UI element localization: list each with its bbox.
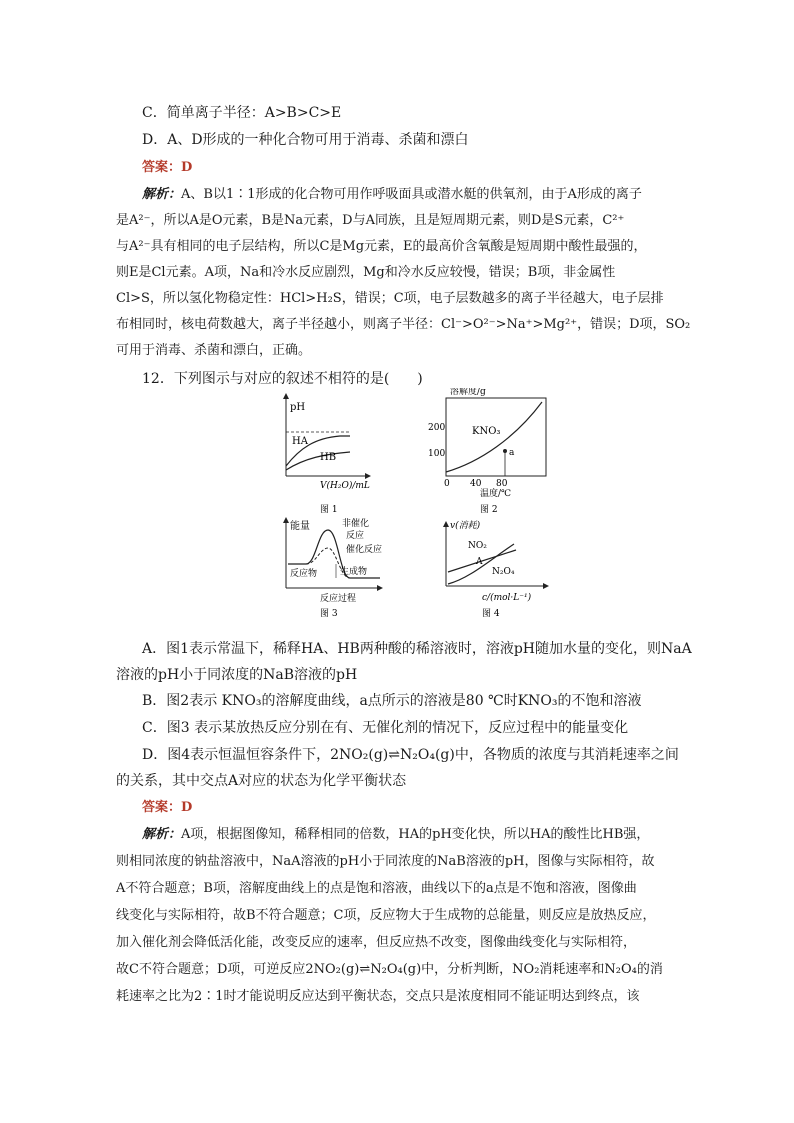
answer-2-label: 答案： — [142, 800, 182, 815]
fig2-tick-0: 0 — [444, 479, 450, 489]
figures — [270, 388, 560, 618]
q12-option-b: B．图2表示 KNO₃的溶解度曲线，a点所示的溶液是80 ℃时KNO₃的不饱和溶液 — [142, 693, 642, 709]
analysis-label: 解析： — [142, 187, 182, 202]
fig4-label-a: A — [476, 557, 483, 567]
q12-option-d-1: D．图4表示恒温恒容条件下，2NO₂(g)⇌N₂O₄(g)中，各物质的浓度与其消耗速率之间 — [142, 747, 679, 763]
fig3-caption: 图 3 — [320, 609, 338, 618]
fig3-label-uncat-1: 非催化 — [342, 519, 370, 529]
analysis-2-label: 解析： — [142, 827, 182, 842]
answer-2-value: D — [181, 800, 193, 815]
fig2-point-a — [503, 449, 507, 453]
fig2-ylabel: 溶解度/g — [450, 388, 486, 397]
analysis-1-line-6: 可用于消毒、杀菌和漂白，正确。 — [116, 343, 312, 358]
fig4-ylabel: v(消耗) — [450, 521, 481, 531]
analysis-2-line-5: 故C不符合题意；D项，可逆反应2NO₂(g)⇌N₂O₄(g)中，分析判断，NO₂消耗速率和N₂O₄的消 — [116, 962, 663, 977]
fig4-caption: 图 4 — [482, 609, 500, 618]
fig4-label-no2: NO₂ — [468, 541, 487, 551]
fig3-label-uncat-2: 反应 — [346, 531, 365, 541]
fig1-ylabel: pH — [290, 402, 306, 413]
analysis-2-line-2: A不符合题意；B项，溶解度曲线上的点是饱和溶液，曲线以下的a点是不饱和溶液，图像曲 — [116, 881, 637, 896]
fig2-caption: 图 2 — [480, 505, 498, 515]
option-c: C．简单离子半径：A>B>C>E — [142, 105, 342, 121]
fig2-label-kno3: KNO₃ — [472, 426, 501, 437]
fig2-xlabel: 温度/℃ — [480, 489, 512, 499]
option-d: D．A、D形成的一种化合物可用于消毒、杀菌和漂白 — [142, 132, 469, 148]
answer-2 — [142, 799, 192, 817]
analysis-1-line-1: 是A²⁻，所以A是O元素，B是Na元素，D与A同族，且是短周期元素，则D是S元素，C²⁺ — [116, 213, 625, 228]
fig3-label-cat: 催化反应 — [346, 545, 383, 555]
fig3-xlabel: 反应过程 — [320, 594, 357, 604]
analysis-1-line-5: 布相同时，核电荷数越大，离子半径越小，则离子半径：Cl⁻>O²⁻>Na⁺>Mg²⁺，错误；D项，SO₂ — [116, 317, 691, 332]
fig2-tick-40: 40 — [470, 479, 482, 489]
fig2-tick-80: 80 — [496, 479, 508, 489]
analysis-2-line-0: 解析：A项，根据图像知，稀释相同的倍数，HA的pH变化快，所以HA的酸性比HB强， — [142, 827, 650, 842]
fig3-ylabel: 能量 — [290, 521, 310, 532]
fig3-label-product: 生成物 — [340, 567, 368, 577]
fig2-curve-kno3 — [446, 402, 542, 472]
fig1-xlabel: V(H₂O)/mL — [320, 481, 370, 491]
analysis-1-line-2: 与A²⁻具有相同的电子层结构，所以C是Mg元素，E的最高价含氧酸是短周期中酸性最强的， — [116, 239, 647, 254]
fig2-tick-200: 200 — [428, 423, 446, 433]
analysis-2-line-4: 加入催化剂会降低活化能，改变反应的速率，但反应热不改变，图像曲线变化与实际相符， — [116, 935, 637, 950]
analysis-2-line-1: 则相同浓度的钠盐溶液中，NaA溶液的pH小于同浓度的NaB溶液的pH，图像与实际相符，故 — [116, 854, 655, 869]
figure-2 — [428, 388, 546, 515]
analysis-1-line-0: 解析：A、B以1∶1形成的化合物可用作呼吸面具或潜水艇的供氧剂，由于A形成的离子 — [142, 187, 642, 202]
analysis-1-line-3: 则E是Cl元素。A项，Na和冷水反应剧烈，Mg和冷水反应较慢，错误；B项，非金属性 — [116, 265, 616, 280]
fig1-label-hb: HB — [320, 452, 337, 463]
figure-3 — [286, 517, 382, 618]
analysis-2-line-6: 耗速率之比为2∶1时才能说明反应达到平衡状态，交点只是浓度相同不能证明达到终点，该 — [116, 989, 640, 1004]
fig1-label-ha: HA — [292, 436, 308, 447]
figure-4 — [446, 520, 548, 618]
q12-option-a-2: 溶液的pH小于同浓度的NaB溶液的pH — [116, 667, 358, 683]
fig1-caption: 图 1 — [320, 505, 338, 515]
fig4-xlabel: c/(mol·L⁻¹) — [482, 593, 532, 603]
q12-option-c: C．图3 表示某放热反应分别在有、无催化剂的情况下，反应过程中的能量变化 — [142, 720, 629, 736]
analysis-1-line-4: Cl>S，所以氢化物稳定性：HCl>H₂S，错误；C项，电子层数越多的离子半径越大，电子层排 — [116, 291, 664, 306]
fig2-tick-100: 100 — [428, 449, 446, 459]
question-12: 12．下列图示与对应的叙述不相符的是( ) — [142, 371, 423, 387]
fig4-label-n2o4: N₂O₄ — [492, 567, 515, 577]
fig3-label-reactant: 反应物 — [290, 569, 318, 579]
analysis-2-line-3: 线变化与实际相符，故B不符合题意；C项，反应物大于生成物的总能量，则反应是放热反应， — [116, 908, 656, 923]
q12-option-d-2: 的关系，其中交点A对应的状态为化学平衡状态 — [116, 773, 407, 789]
figure-1 — [286, 394, 370, 515]
answer-label: 答案： — [142, 160, 182, 175]
q12-option-a-1: A．图1表示常温下，稀释HA、HB两种酸的稀溶液时，溶液pH随加水量的变化，则NaA — [142, 641, 692, 657]
fig2-label-a: a — [509, 448, 515, 458]
answer-1 — [142, 159, 192, 177]
answer-value: D — [181, 160, 193, 175]
